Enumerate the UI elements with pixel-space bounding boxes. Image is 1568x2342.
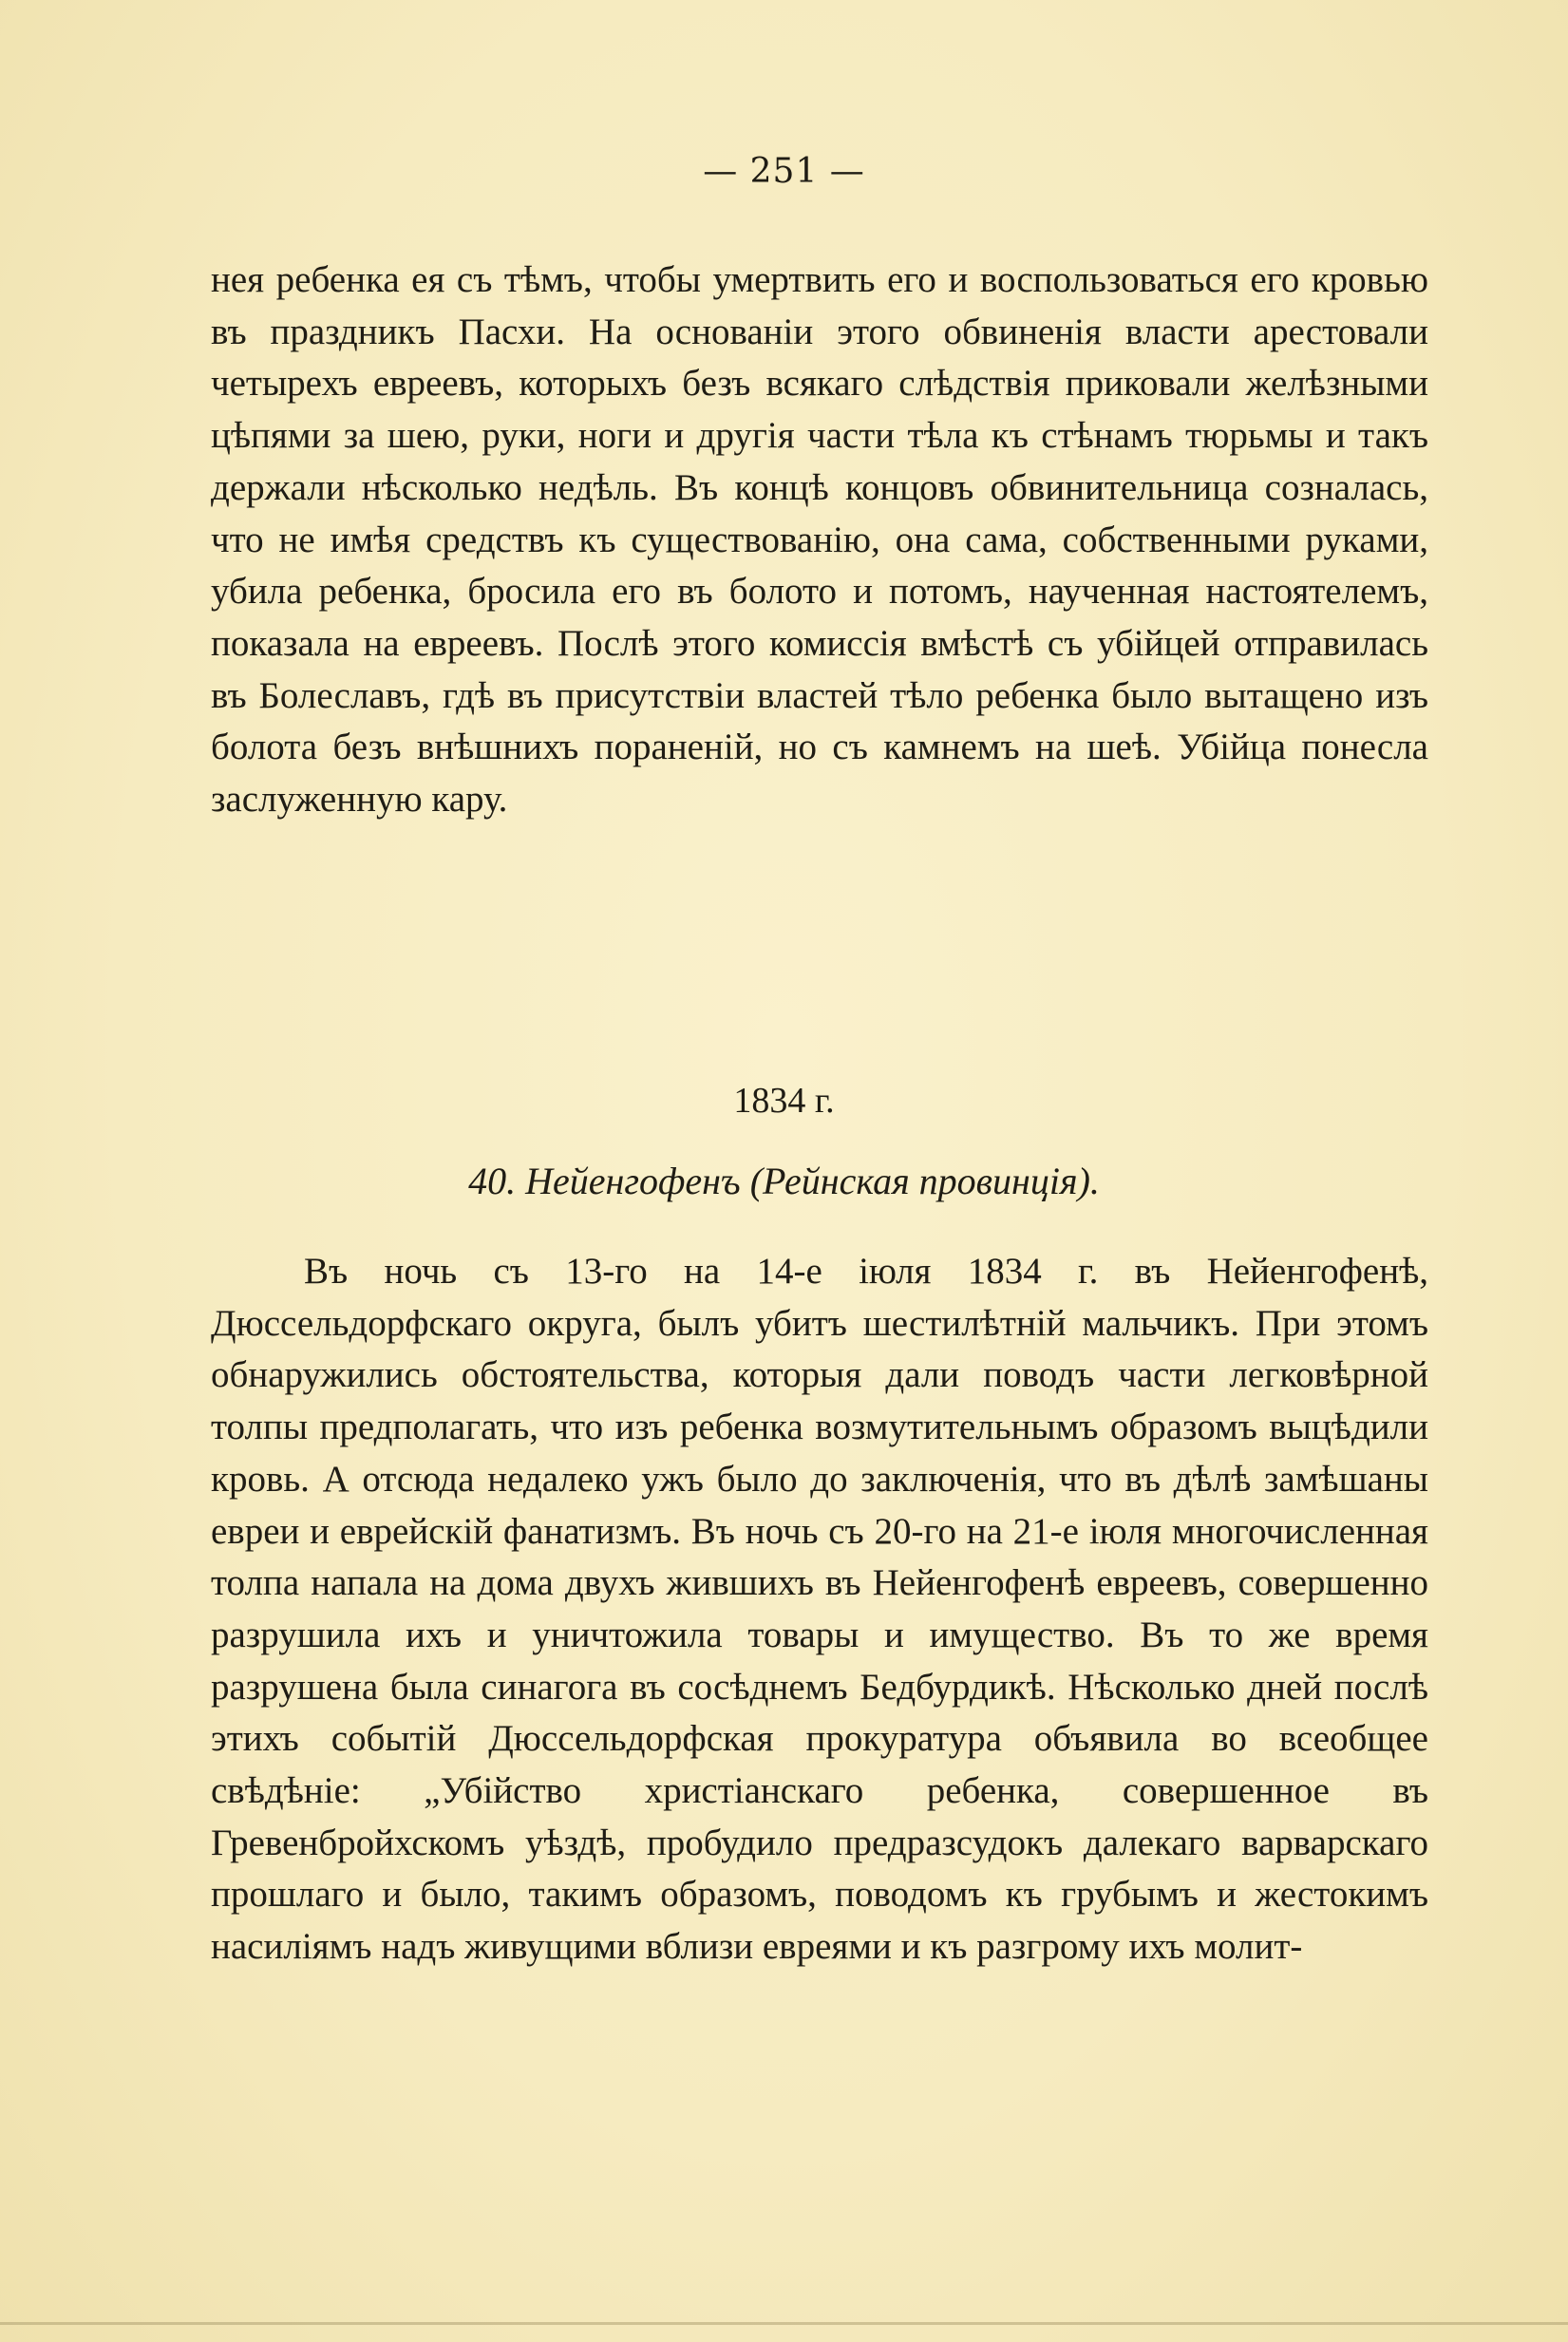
paragraph-body: Въ ночь съ 13-го на 14-е iюля 1834 г. въ Нейенгофенѣ, Дюссельдорфскаго округа, былъ убитъ шестилѣтнiй мальчикъ. При этомъ обнаружились обстоятельства, которыя дали поводъ части легковѣрной толпы предполагать, что изъ ребенка возмутительнымъ образомъ выцѣдили кровь. А отсюда недалеко ужъ было до заключенiя, что въ дѣлѣ замѣшаны евреи и еврейскiй фанатизмъ. Въ ночь съ 20-го на 21-е iюля многочисленная толпа напала на дома двухъ жившихъ въ Нейенгофенѣ евреевъ, совершенно разрушила ихъ и уничтожила товары и имущество. Въ то же время разрушена была синагога въ сосѣднемъ Бедбурдикѣ. Нѣсколько дней послѣ этихъ событiй Дюссельдорфская прокуратура объявила во всеобщее свѣдѣнiе: „Убiйство христiанскаго ребенка, совершенное въ Гревенбройхскомъ уѣздѣ, пробудило предразсудокъ далекаго варварскаго прошлаго и было, такимъ образомъ, поводомъ къ грубымъ и жестокимъ насилiямъ надъ живущими вблизи евреями и къ разгрому ихъ молит- bbox=[211, 1251, 1428, 1968]
page-number: — 251 — bbox=[703, 152, 865, 191]
year-heading: 1834 г. bbox=[733, 1081, 835, 1121]
section-heading: 40. Нейенгофенъ (Рейнская провинцiя). bbox=[468, 1160, 1100, 1202]
bottom-page-edge bbox=[0, 2322, 1568, 2325]
paragraph-continued: нея ребенка ея съ тѣмъ, чтобы умертвить его и воспользоваться его кровью въ праздникъ Пасхи. На основанiи этого обвиненiя власти арестовали четырехъ евреевъ, которыхъ безъ всякаго слѣдствiя приковали желѣзными цѣпями за шею, руки, ноги и другiя части тѣла къ стѣнамъ тюрьмы и такъ держали нѣсколько недѣль. Въ концѣ концовъ обвинительница созналась, что не имѣя средствъ къ существованiю, она сама, собственными руками, убила ребенка, бросила его въ болото и потомъ, наученная настоятелемъ, показала на евреевъ. Послѣ этого комиссiя вмѣстѣ съ убiйцей отправилась въ Болеславъ, гдѣ въ присутствiи властей тѣло ребенка было вытащено изъ болота безъ внѣшнихъ пораненiй, но съ камнемъ на шеѣ. Убiйца понесла заслуженную кару. bbox=[211, 259, 1428, 821]
